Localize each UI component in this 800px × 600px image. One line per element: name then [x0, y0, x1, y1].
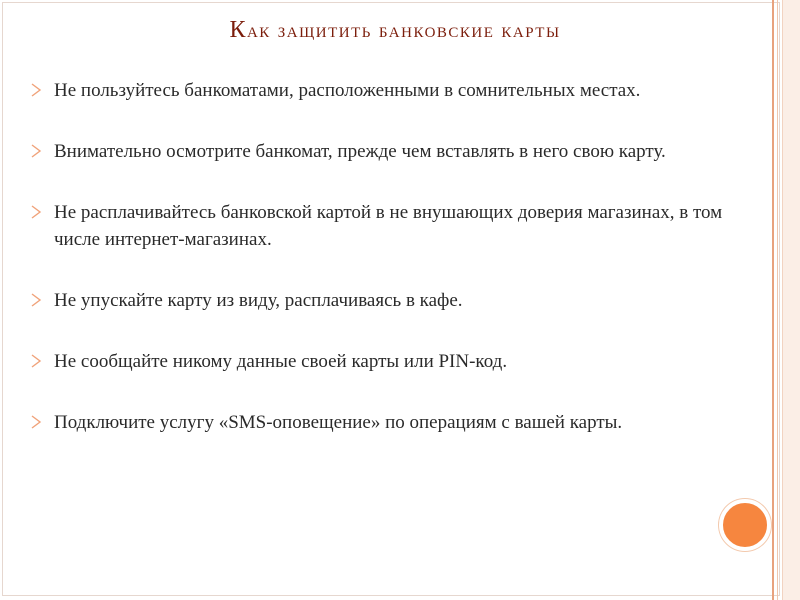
list-item [30, 287, 750, 314]
bullet-text: Не расплачивайтесь банковской картой в не внушающих доверия магазинах, в том числе интернет-магазинах. [54, 202, 723, 250]
bullet-text: Не сообщайте никому данные своей карты или PIN-код. [54, 351, 508, 372]
decorative-band [772, 0, 774, 600]
title-first-letter: К [229, 17, 247, 43]
list-item [30, 77, 750, 104]
list-item [30, 138, 750, 165]
title-rest: ак защитить банковские карты [246, 17, 561, 42]
hollow-arrow-bullet-icon [30, 143, 43, 159]
decorative-band [777, 0, 778, 600]
hollow-arrow-bullet-icon [30, 204, 43, 220]
bullet-text: Подключите услугу «SMS-оповещение» по операциям с вашей карты. [54, 412, 623, 433]
hollow-arrow-bullet-icon [30, 414, 43, 430]
hollow-arrow-bullet-icon [30, 353, 43, 369]
hollow-arrow-bullet-icon [30, 82, 43, 98]
slide-title [0, 17, 790, 44]
decorative-orange-circle [719, 499, 771, 551]
decorative-side-panel [782, 0, 800, 600]
list-item [30, 199, 750, 253]
bullet-text: Не упускайте карту из виду, расплачиваясь в кафе. [54, 290, 463, 311]
bullet-text: Не пользуйтесь банкоматами, расположенными в сомнительных местах. [54, 80, 641, 101]
hollow-arrow-bullet-icon [30, 292, 43, 308]
bullet-text: Внимательно осмотрите банкомат, прежде чем вставлять в него свою карту. [54, 141, 666, 162]
list-item [30, 409, 750, 436]
list-item [30, 348, 750, 375]
bullet-list [30, 77, 750, 470]
